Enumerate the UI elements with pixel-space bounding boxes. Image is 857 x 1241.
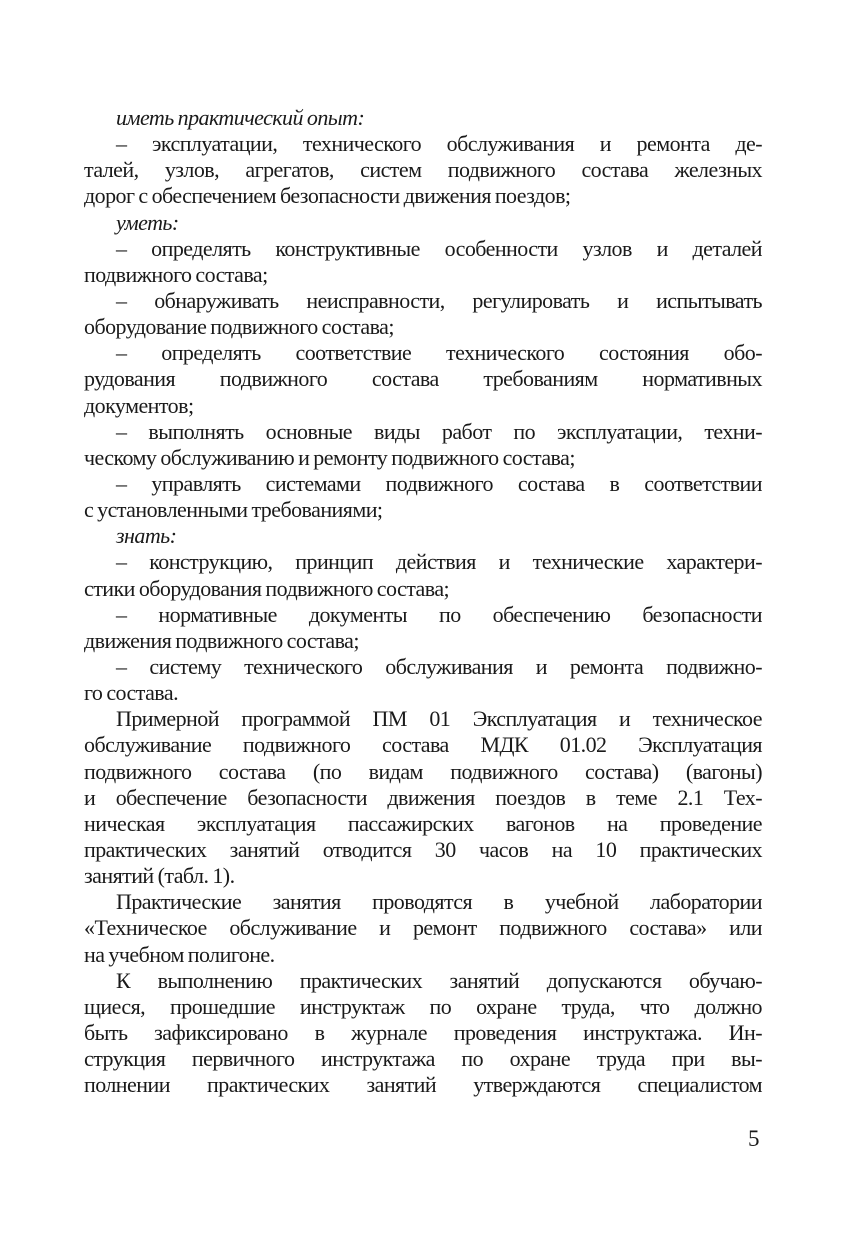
text-line: оборудование подвижного состава;: [84, 314, 394, 340]
page-number: 5: [748, 1126, 760, 1151]
text-line: Практические занятия проводятся в учебной лаборатории: [116, 889, 762, 915]
text-line: практических занятий отводится 30 часов на 10 практических: [84, 836, 762, 862]
text-line: дорог с обеспечением безопасности движения поездов;: [84, 183, 571, 209]
text-line: «Техническое обслуживание и ремонт подвижного состава» или: [84, 915, 762, 941]
text-line: на учебном полигоне.: [84, 941, 275, 967]
text-line: занятий (табл. 1).: [84, 863, 235, 889]
section-heading: иметь практический опыт:: [116, 105, 365, 130]
text-line: полнении практических занятий утверждаются специалистом: [84, 1072, 762, 1098]
text-line: рудования подвижного состава требованиям нормативных: [84, 366, 762, 392]
text-line: струкция первичного инструктажа по охране труда при вы-: [84, 1046, 762, 1072]
text-line: документов;: [84, 392, 194, 418]
text-line: и обеспечение безопасности движения поездов в теме 2.1 Тех-: [84, 784, 762, 810]
text-line: – конструкцию, принцип действия и технические характери-: [116, 549, 762, 575]
text-line: с установленными требованиями;: [84, 497, 383, 523]
text-line: К выполнению практических занятий допускаются обучаю-: [116, 967, 762, 993]
text-line: – систему технического обслуживания и ремонта подвижно-: [116, 653, 762, 679]
text-line: быть зафиксировано в журнале проведения инструктажа. Ин-: [84, 1019, 762, 1045]
section-heading: знать:: [116, 523, 177, 549]
text-line: – нормативные документы по обеспечению безопасности: [116, 601, 762, 627]
text-line: подвижного состава (по видам подвижного состава) (вагоны): [84, 758, 762, 784]
text-line: движения подвижного состава;: [84, 627, 359, 653]
text-line: – определять соответствие технического состояния обо-: [116, 340, 762, 366]
text-line: подвижного состава;: [84, 261, 268, 287]
text-line: ческому обслуживанию и ремонту подвижного состава;: [84, 444, 575, 470]
text-line: ническая эксплуатация пассажирских вагонов на проведение: [84, 810, 762, 836]
text-line: го состава.: [84, 680, 179, 706]
text-line: – выполнять основные виды работ по эксплуатации, техни-: [116, 418, 762, 444]
text-line: стики оборудования подвижного состава;: [84, 575, 450, 601]
text-line: щиеся, прошедшие инструктаж по охране труда, что должно: [84, 993, 762, 1019]
body-text: [84, 105, 762, 1098]
text-line: – определять конструктивные особенности узлов и деталей: [116, 235, 762, 261]
text-line: – управлять системами подвижного состава в соответствии: [116, 470, 762, 496]
section-heading: уметь:: [116, 209, 179, 235]
text-line: обслуживание подвижного состава МДК 01.02 Эксплуатация: [84, 732, 762, 758]
text-line: – обнаруживать неисправности, регулировать и испытывать: [116, 287, 762, 313]
text-line: Примерной программой ПМ 01 Эксплуатация и техническое: [116, 706, 762, 732]
text-line: талей, узлов, агрегатов, систем подвижного состава железных: [84, 157, 762, 183]
text-line: – эксплуатации, технического обслуживания и ремонта де-: [116, 131, 762, 157]
